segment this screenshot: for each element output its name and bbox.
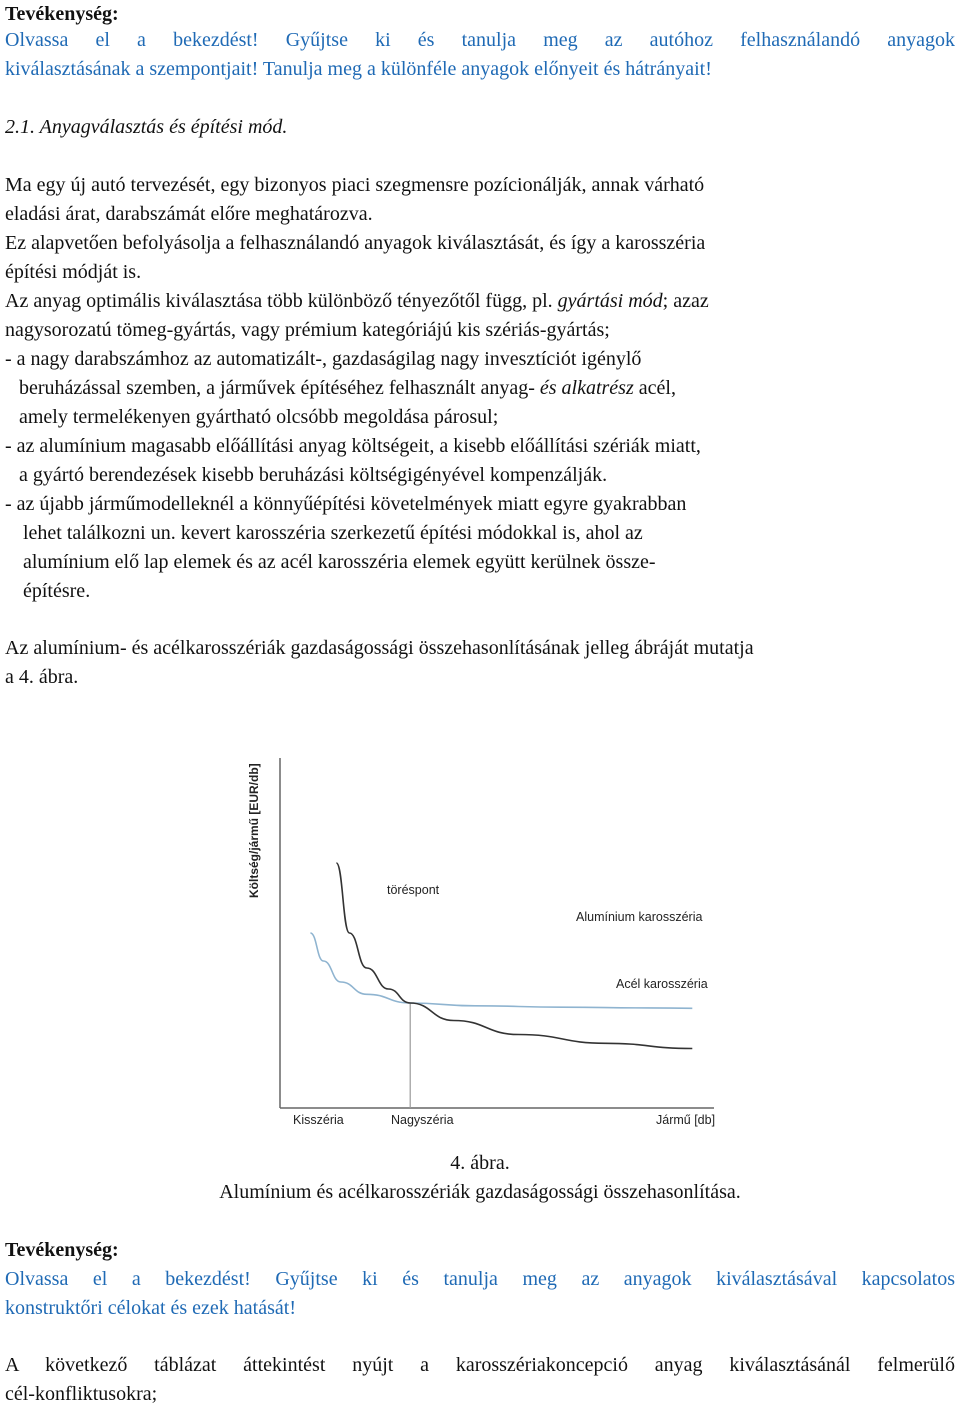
paragraph-line: a 4. ábra. — [5, 666, 79, 688]
x-tick-label: Kisszéria — [293, 1113, 344, 1127]
bullet-line: lehet találkozni un. kevert karosszéria szerkezetű építési módokkal is, ahol az — [23, 522, 643, 544]
bullet-line: amely termelékenyen gyártható olcsóbb megoldása párosul; — [19, 406, 499, 428]
bullet-line: - az alumínium magasabb előállítási anyag költségeit, a kisebb előállítási szériák miatt, — [5, 435, 701, 457]
series-label-aluminium: Alumínium karosszéria — [576, 910, 703, 924]
figure-caption: Alumínium és acélkarosszériák gazdaságossági összehasonlítása. — [219, 1181, 741, 1203]
section-title: 2.1. Anyagválasztás és építési mód. — [5, 116, 288, 138]
y-axis-label: Költség/jármű [EUR/db] — [247, 763, 261, 898]
emphasis-text: gyártási mód — [557, 290, 663, 312]
series-line-aluminium — [310, 933, 692, 1008]
x-tick-label: Nagyszéria — [391, 1113, 454, 1127]
activity-text: Olvassa el a bekezdést! Gyűjtse ki és tanulja meg az anyagok kiválasztásával kapcsolatos — [5, 1268, 955, 1290]
bullet-line: építésre. — [23, 580, 91, 602]
series-label-steel: Acél karosszéria — [616, 977, 708, 991]
paragraph-text: Az anyag optimális kiválasztása több különböző tényezőtől függ, pl. — [5, 290, 553, 312]
paragraph-line: eladási árat, darabszámát előre meghatározva. — [5, 203, 373, 225]
bullet-line — [5, 374, 960, 403]
paragraph-line: A következő táblázat áttekintést nyújt a karosszériakoncepció anyag kiválasztásánál felmerülő — [5, 1354, 955, 1376]
paragraph-line: építési módját is. — [5, 261, 142, 283]
paragraph-text: beruházással szemben, a járművek építéséhez felhasznált anyag- — [19, 377, 535, 399]
paragraph-line: nagysorozatú tömeg-gyártás, vagy prémium kategóriájú kis szériás-gyártás; — [5, 319, 610, 341]
bullet-line: alumínium elő lap elemek és az acél karosszéria elemek együtt kerülnek össze- — [23, 551, 656, 573]
paragraph-line: Az alumínium- és acélkarosszériák gazdaságossági összehasonlításának jelleg ábráját mutatja — [5, 637, 754, 659]
bullet-line: - a nagy darabszámhoz az automatizált-, gazdaságilag nagy invesztíciót igénylő — [5, 348, 642, 370]
bullet-line: - az újabb járműmodelleknél a könnyűépítési követelmények miatt egyre gyakrabban — [5, 493, 687, 515]
bullet-line: a gyártó berendezések kisebb beruházási költségigényével kompenzálják. — [19, 464, 608, 486]
paragraph-line: Ma egy új autó tervezését, egy bizonyos piaci szegmensre pozícionálják, annak várható — [5, 174, 705, 196]
emphasis-text: és alkatrész — [539, 377, 634, 399]
paragraph-line: cél-konfliktusokra; — [5, 1383, 158, 1405]
activity-heading: Tevékenység: — [5, 3, 119, 25]
breakpoint-annotation: töréspont — [387, 883, 440, 897]
cost-comparison-chart — [236, 748, 726, 1138]
paragraph-text: acél, — [638, 377, 676, 399]
paragraph-line: Ez alapvetően befolyásolja a felhasználandó anyagok kiválasztását, és így a karosszéria — [5, 232, 706, 254]
activity-text: kiválasztásának a szempontjait! Tanulja meg a különféle anyagok előnyeit és hátrányait! — [5, 58, 712, 80]
x-axis-label: Jármű [db] — [656, 1113, 716, 1127]
activity-text: Olvassa el a bekezdést! Gyűjtse ki és tanulja meg az autóhoz felhasználandó anyagok — [5, 29, 955, 51]
paragraph-line — [5, 287, 955, 316]
activity-heading: Tevékenység: — [5, 1239, 119, 1261]
activity-text: konstruktőri célokat és ezek hatását! — [5, 1297, 296, 1319]
figure-number: 4. ábra. — [450, 1152, 510, 1174]
paragraph-text: ; azaz — [662, 290, 709, 312]
